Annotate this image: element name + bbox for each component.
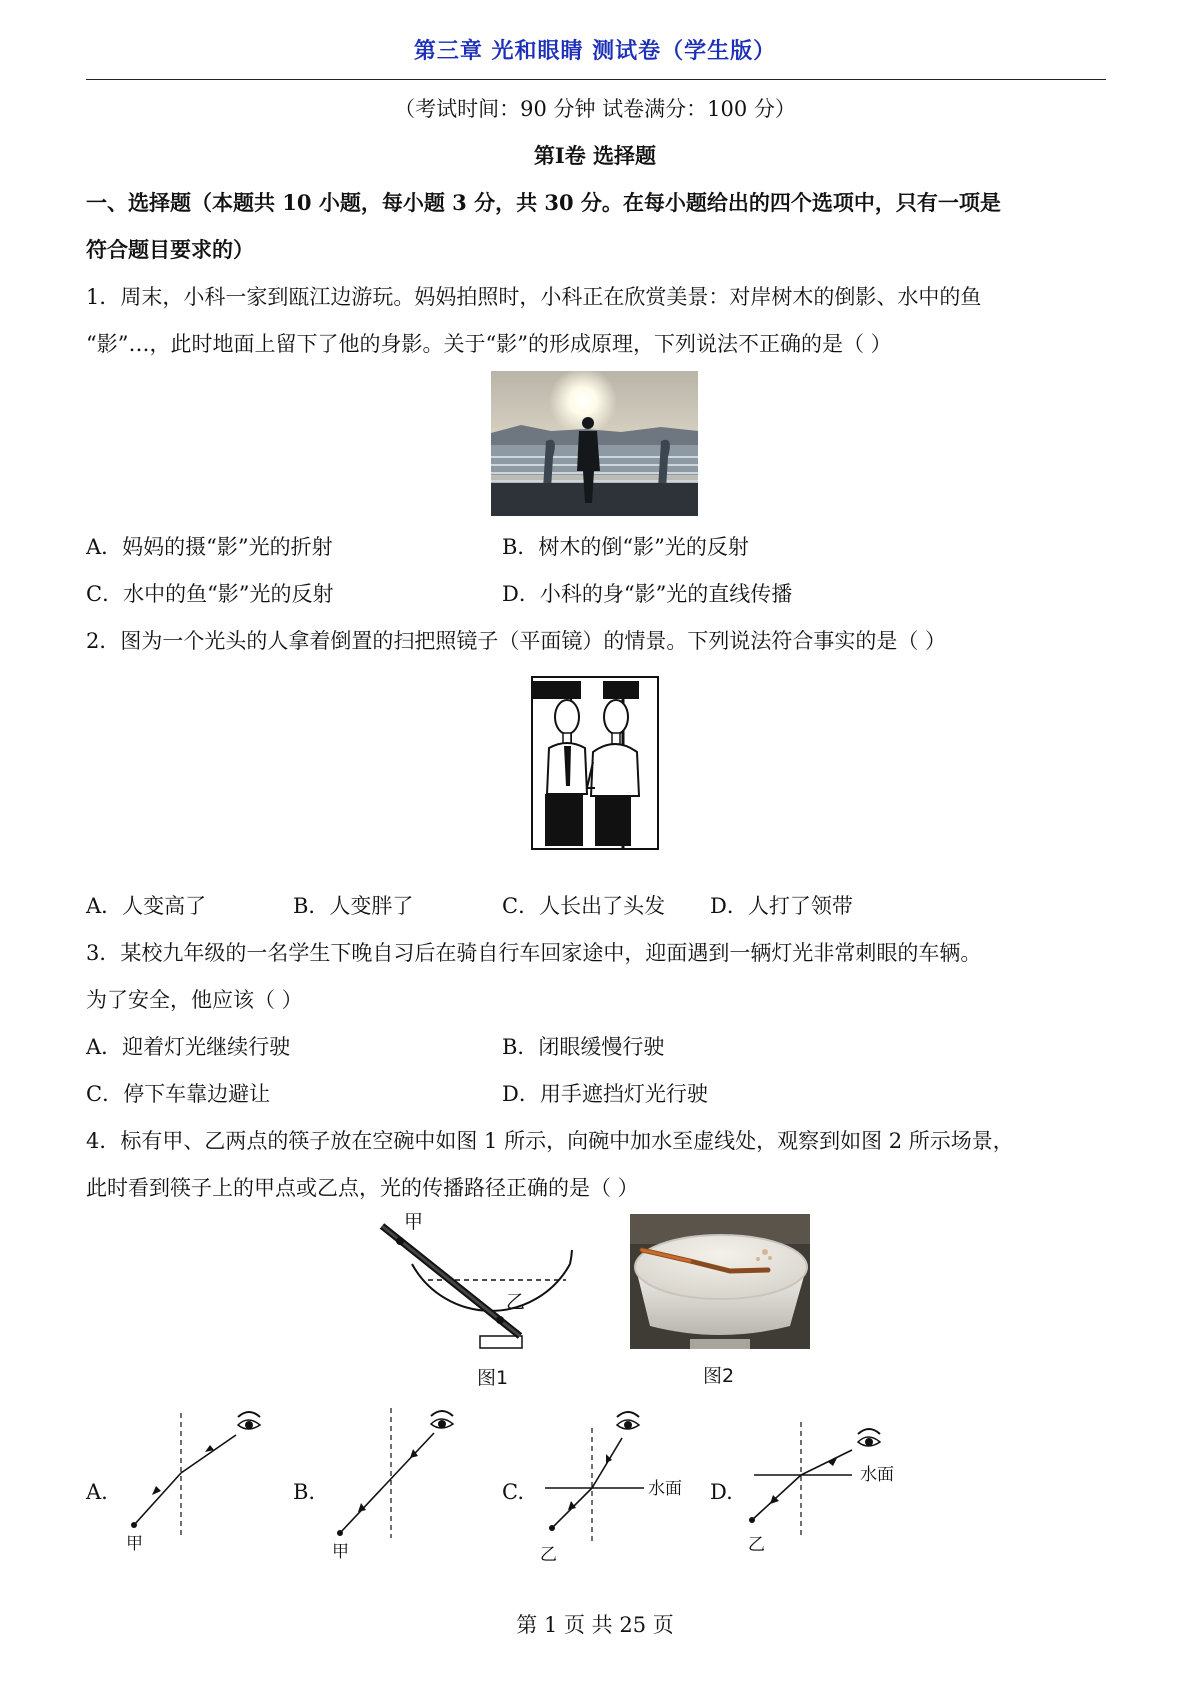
q4-option-d-point: 乙 xyxy=(748,1535,765,1555)
q1-option-c: C．水中的鱼“影”光的反射 xyxy=(86,582,334,606)
q3-stem-line1: 3．某校九年级的一名学生下晚自习后在骑自行车回家途中，迎面遇到一辆灯光非常刺眼的车辆。 xyxy=(86,941,982,965)
q4-fig1-caption: 图1 xyxy=(477,1367,509,1389)
q3-option-d: D．用手遮挡灯光行驶 xyxy=(502,1082,708,1106)
q3-option-b: B．闭眼缓慢行驶 xyxy=(502,1035,665,1059)
q4-option-a-diagram xyxy=(112,1405,272,1555)
q2-option-c: C．人长出了头发 xyxy=(502,894,666,918)
eye-icon xyxy=(431,1411,453,1428)
q1-option-a: A．妈妈的摄“影”光的折射 xyxy=(86,535,333,559)
q4-option-d-diagram xyxy=(748,1420,908,1560)
q2-stem: 2．图为一个光头的人拿着倒置的扫把照镜子（平面镜）的情景。下列说法符合事实的是（ ） xyxy=(86,629,947,653)
q4-fig1-label-jia: 甲 xyxy=(404,1211,424,1233)
q4-option-b-diagram xyxy=(320,1400,480,1560)
eye-icon xyxy=(858,1429,880,1446)
q4-option-c-point: 乙 xyxy=(540,1545,557,1565)
q3-stem-line2: 为了安全，他应该（ ） xyxy=(86,988,303,1012)
q4-option-c-water-label: 水面 xyxy=(648,1479,682,1499)
q2-option-a: A．人变高了 xyxy=(86,894,207,918)
q4-option-b-point: 甲 xyxy=(332,1542,349,1560)
q4-fig1-label-yi: 乙 xyxy=(506,1291,526,1313)
q2-mirror-figure xyxy=(531,676,659,850)
q4-option-d-water-label: 水面 xyxy=(860,1465,894,1485)
q4-fig2-caption: 图2 xyxy=(703,1365,735,1387)
q4-option-c-letter: C. xyxy=(502,1480,524,1504)
q4-figure1 xyxy=(370,1208,580,1350)
q4-stem-line2: 此时看到筷子上的甲点或乙点，光的传播路径正确的是（ ） xyxy=(86,1176,639,1200)
q3-option-c: C．停下车靠边避让 xyxy=(86,1082,271,1106)
q3-option-a: A．迎着灯光继续行驶 xyxy=(86,1035,291,1059)
q1-option-d: D．小科的身“影”光的直线传播 xyxy=(502,582,793,606)
q1-stem-line2: “影”…，此时地面上留下了他的身影。关于“影”的形成原理，下列说法不正确的是（ ） xyxy=(86,332,892,356)
part-title: 第Ⅰ卷 选择题 xyxy=(533,143,657,168)
q1-photo xyxy=(491,371,698,516)
q4-option-b-letter: B. xyxy=(293,1480,316,1504)
section-heading-line2: 符合题目要求的） xyxy=(86,237,254,262)
title-divider xyxy=(86,79,1106,80)
q2-option-b: B．人变胖了 xyxy=(293,894,414,918)
eye-icon xyxy=(617,1412,639,1429)
q4-figure2-photo xyxy=(630,1214,810,1349)
q4-option-a-letter: A. xyxy=(86,1480,108,1504)
q1-stem-line1: 1．周末，小科一家到瓯江边游玩。妈妈拍照时，小科正在欣赏美景：对岸树木的倒影、水中的鱼 xyxy=(86,285,982,309)
q4-option-d-letter: D. xyxy=(710,1480,733,1504)
section-heading-line1: 一、选择题（本题共 10 小题，每小题 3 分，共 30 分。在每小题给出的四个选项中，只有一项是 xyxy=(86,190,1001,215)
q1-option-b: B．树木的倒“影”光的反射 xyxy=(502,535,749,559)
eye-icon xyxy=(238,1412,260,1429)
q4-option-c-diagram xyxy=(540,1400,700,1565)
q2-option-d: D．人打了领带 xyxy=(710,894,853,918)
q4-option-a-point: 甲 xyxy=(126,1534,143,1554)
q4-stem-line1: 4．标有甲、乙两点的筷子放在空碗中如图 1 所示，向碗中加水至虚线处，观察到如图 2 所示场景， xyxy=(86,1129,1014,1153)
page-number: 第 1 页 共 25 页 xyxy=(516,1613,674,1637)
page-title: 第三章 光和眼睛 测试卷（学生版） xyxy=(413,39,777,64)
exam-info: （考试时间：90 分钟 试卷满分：100 分） xyxy=(394,97,796,121)
